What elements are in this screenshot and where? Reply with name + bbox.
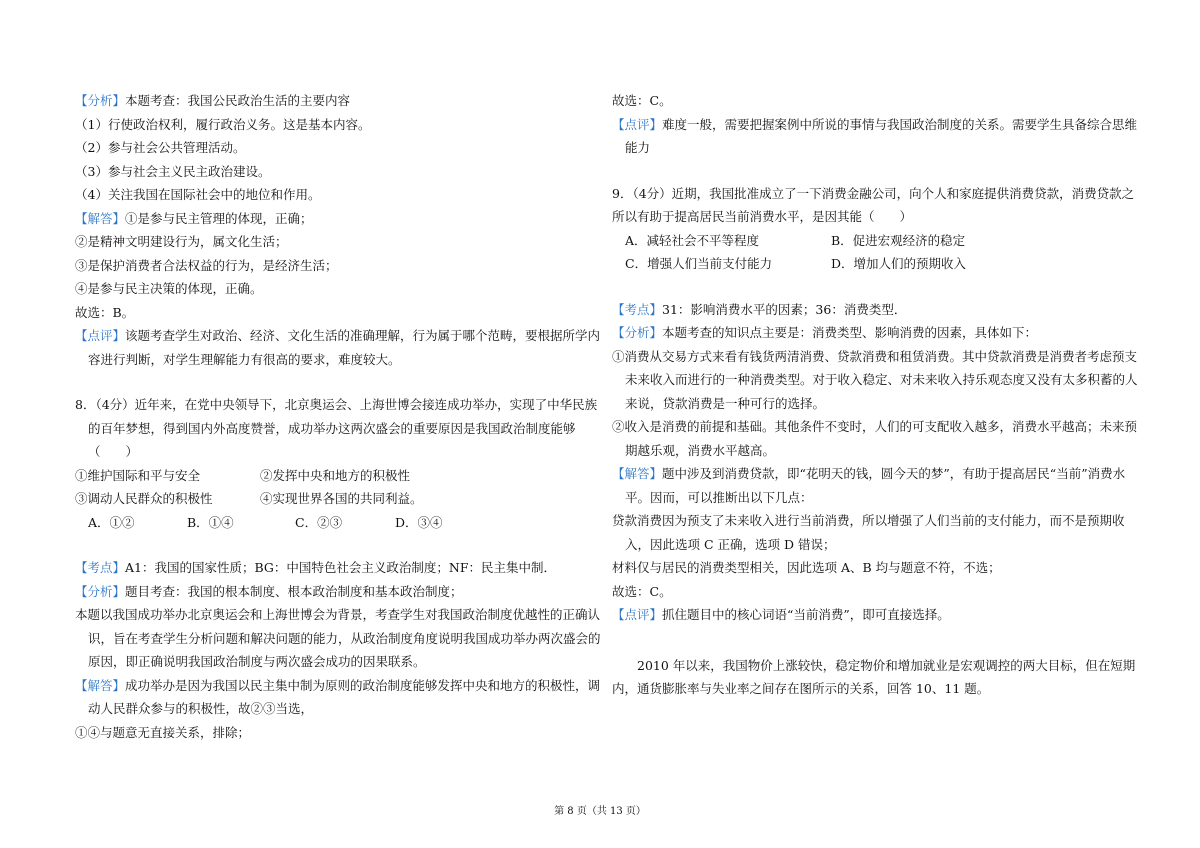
q9-kaodian (612, 298, 1124, 322)
q9-answer-para-1-line-2: 入，因此选项 C 正确，选项 D 错误； (625, 536, 836, 552)
q7-item-3: （3）参与社会主义民主政治建设。 (75, 163, 271, 179)
q8-answer-line-3: ①④与题意无直接关系，排除； (75, 724, 251, 740)
q8-analysis (75, 580, 600, 604)
q8-option-a: A．①② (88, 514, 135, 530)
left-column (75, 89, 600, 744)
q8-choice-2: ②发挥中央和地方的积极性 (260, 467, 411, 483)
q8-stem-blank: （ ） (88, 444, 139, 459)
spacer (612, 627, 1124, 654)
q8-analysis-para-line-3: 原因，即正确说明我国政治制度与两次盛会成功的因果联系。 (88, 654, 426, 669)
q9-final-answer: 故选：C。 (612, 583, 672, 599)
q7-analysis (75, 89, 600, 113)
q9-option-c: C．增强人们当前支付能力 (625, 256, 773, 271)
spacer (75, 534, 600, 556)
q9-stem: 9．（4分）近期，我国批准成立了一下消费金融公司，向个人和家庭提供消费贷款，消费贷款之 (612, 185, 1135, 201)
q8-choice-1: ①维护国际和平与安全 (75, 467, 201, 483)
q7-answer-line-3: ③是保护消费者合法权益的行为，是经济生活； (75, 257, 338, 273)
q8-comment (612, 113, 1138, 137)
q7-item-1: （1）行使政治权利，履行政治义务。这是基本内容。 (75, 116, 371, 132)
q7-comment-line-2: 容进行判断，对学生理解能力有很高的要求，难度较大。 (88, 351, 401, 367)
q8-final-answer: 故选：C。 (612, 93, 672, 108)
comment-tag: 【点评】 (612, 607, 663, 622)
q9-option-a: A．减轻社会不平等程度 (625, 232, 760, 248)
q8-option-b: B．①④ (187, 514, 234, 530)
q8-option-c: C．②③ (295, 514, 343, 530)
q9-options-row-2 (612, 252, 1124, 276)
q9-analysis-point-1: ①消费从交易方式来看有钱货两清消费、贷款消费和租赁消费。其中贷款消费是消费者考虑预支 (612, 348, 1138, 364)
q7-comment (75, 324, 600, 348)
q9-answer-para-1: 贷款消费因为预支了未来收入进行当前消费，所以增强了人们当前的支付能力，而不是预期收 (612, 513, 1125, 528)
q9-answer-para-2: 材料仅与居民的消费类型相关，因此选项 A、B 均与题意不符，不选； (612, 560, 1001, 575)
material-paragraph-line-2: 内，通货膨胀率与失业率之间存在图所示的关系，回答 10、11 题。 (612, 681, 990, 696)
page-footer: 第 8 页（共 13 页） (554, 806, 646, 817)
q9-stem-line-2: 所以有助于提高居民当前消费水平，是因其能（ ） (612, 209, 913, 224)
q8-choices-row-2 (75, 487, 600, 511)
q9-analysis-point-2-line-2: 期越乐观，消费水平越高。 (625, 442, 776, 458)
q8-stem: 8．（4分）近年来，在党中央领导下，北京奥运会、上海世博会接连成功举办，实现了中华民族 (75, 397, 598, 412)
q9-option-b: B．促进宏观经济的稳定 (831, 232, 966, 248)
spacer (75, 371, 600, 393)
material-paragraph: 2010 年以来，我国物价上涨较快，稳定物价和增加就业是宏观调控的两大目标，但在短期 (637, 657, 1136, 673)
q8-analysis-para-line-2: 识，旨在考查学生分析问题和解决问题的能力，从政治制度角度说明我国成功举办两次盛会的 (88, 630, 601, 646)
answer-tag: 【解答】 (75, 677, 126, 693)
q8-comment-line-2: 能力 (625, 140, 651, 155)
comment-tag: 【点评】 (75, 328, 126, 343)
q9-analysis-point-1-line-2: 未来收入而进行的一种消费类型。对于收入稳定、对未来收入持乐观态度又没有太多积蓄的人 (625, 372, 1138, 387)
q9-comment (612, 603, 1124, 627)
answer-text: 成功举办是因为我国以民主集中制为原则的政治制度能够发挥中央和地方的积极性，调 (125, 677, 601, 693)
q8-analysis-para: 本题以我国成功举办北京奥运会和上海世博会为背景，考查学生对我国政治制度优越性的正确认 (75, 607, 601, 622)
analysis-tag: 【分析】 (75, 93, 126, 108)
q9-analysis-point-2: ②收入是消费的前提和基础。其他条件不变时，人们的可支配收入越多，消费水平越高；未来预 (612, 419, 1138, 434)
analysis-tag: 【分析】 (612, 325, 663, 340)
kaodian-text: A1：我国的国家性质；BG：中国特色社会主义政治制度；NF：民主集中制． (125, 560, 557, 575)
q7-answer (75, 207, 600, 231)
q9-analysis (612, 321, 1124, 345)
answer-tag: 【解答】 (75, 210, 126, 226)
analysis-text: 本题考查：我国公民政治生活的主要内容 (125, 93, 351, 108)
spacer (612, 276, 1124, 298)
q7-item-4: （4）关注我国在国际社会中的地位和作用。 (75, 187, 321, 202)
q9-answer (612, 462, 1124, 486)
comment-tag: 【点评】 (612, 116, 663, 132)
q9-option-d: D．增加人们的预期收入 (831, 256, 967, 271)
comment-text: 难度一般，需要把握案例中所说的事情与我国政治制度的关系。需要学生具备综合思维 (662, 116, 1138, 132)
q7-item-2: （2）参与社会公共管理活动。 (75, 140, 246, 155)
q8-stem-line-2: 的百年梦想，得到国内外高度赞誉，成功举办这两次盛会的重要原因是我国政治制度能够 (88, 420, 576, 436)
q9-analysis-point-1-line-3: 来说，贷款消费是一种可行的选择。 (625, 395, 826, 411)
kaodian-text: 31：影响消费水平的因素；36：消费类型． (662, 301, 907, 317)
q8-choice-3: ③调动人民群众的积极性 (75, 491, 213, 506)
comment-text: 抓住题目中的核心词语“当前消费”，即可直接选择。 (662, 607, 950, 622)
analysis-tag: 【分析】 (75, 583, 126, 599)
comment-text: 该题考查学生对政治、经济、文化生活的准确理解，行为属于哪个范畴，要根据所学内 (125, 328, 601, 343)
q9-answer-line-2: 平。因而，可以推断出以下几点： (625, 489, 813, 505)
q8-choices-row-1 (75, 464, 600, 488)
right-column (612, 89, 1138, 701)
answer-text: ①是参与民主管理的体现，正确； (125, 210, 313, 226)
analysis-text: 题目考查：我国的根本制度、根本政治制度和基本政治制度； (125, 583, 463, 599)
kaodian-tag: 【考点】 (612, 301, 663, 317)
q8-choice-4: ④实现世界各国的共同利益。 (260, 491, 423, 506)
q8-answer-line-2: 动人民群众参与的积极性，故②③当选， (88, 701, 314, 716)
q7-final-answer: 故选：B。 (75, 304, 135, 320)
answer-tag: 【解答】 (612, 466, 663, 481)
kaodian-tag: 【考点】 (75, 560, 126, 575)
q8-answer (75, 674, 600, 698)
q8-option-d: D．③④ (395, 514, 443, 530)
q7-answer-line-4: ④是参与民主决策的体现，正确。 (75, 281, 263, 296)
q7-answer-line-2: ②是精神文明建设行为，属文化生活； (75, 234, 288, 249)
q8-options (75, 511, 600, 535)
q8-kaodian (75, 556, 600, 580)
spacer (612, 160, 1124, 182)
q9-options-row-1 (612, 229, 1124, 253)
analysis-text: 本题考查的知识点主要是：消费类型、影响消费的因素，具体如下： (662, 325, 1038, 340)
answer-text: 题中涉及到消费贷款，即“花明天的钱，圆今天的梦”，有助于提高居民“当前”消费水 (662, 466, 1126, 481)
